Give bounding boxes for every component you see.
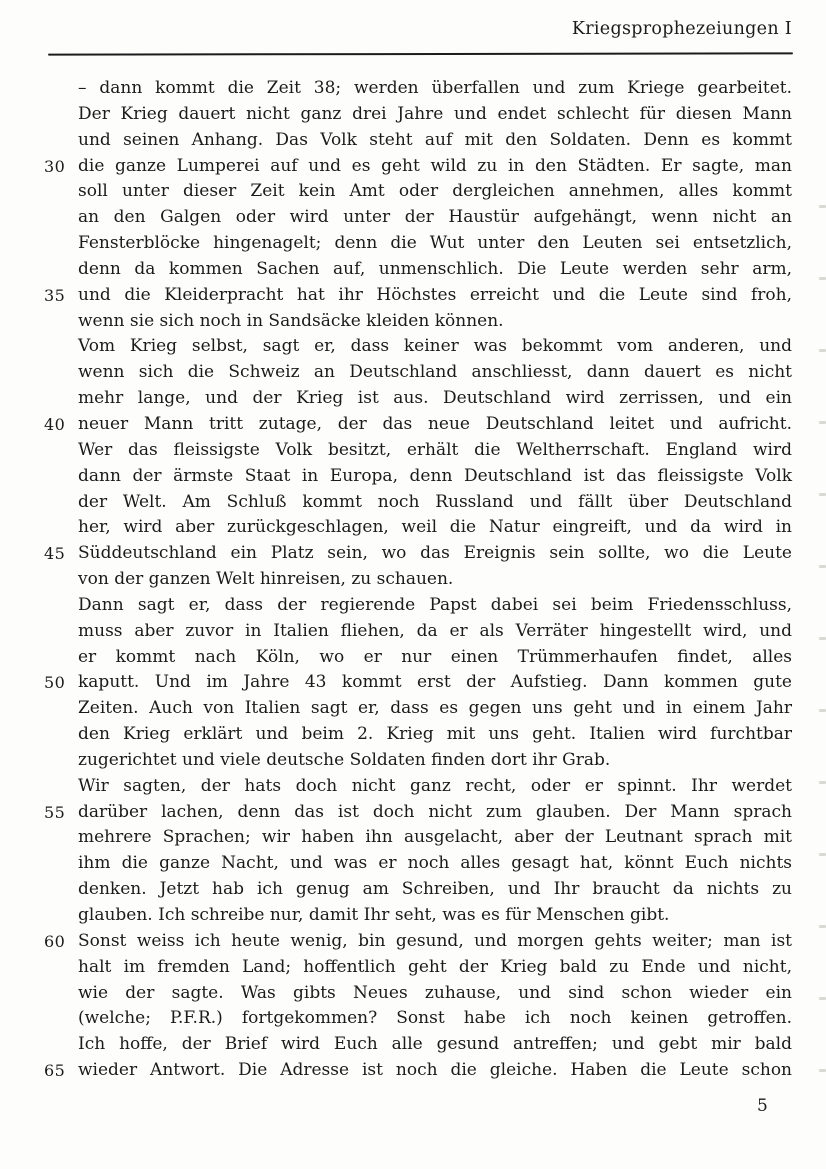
text-line-content: her, wird aber zurückgeschlagen, weil die Natur eingreift, und da wird in <box>78 517 792 538</box>
text-line-content: Wir sagten, der hats doch nicht ganz recht, oder er spinnt. Ihr werdet <box>78 775 792 796</box>
scan-edge-artifact <box>819 421 826 424</box>
text-line <box>78 1006 792 1032</box>
text-line <box>78 76 792 102</box>
margin-line-number: 35 <box>44 285 66 305</box>
text-line-content: muss aber zuvor in Italien fliehen, da er als Verräter hingestellt wird, und <box>78 620 792 641</box>
margin-line-number: 40 <box>44 414 66 434</box>
text-line <box>78 722 792 748</box>
text-line <box>78 903 792 929</box>
text-line <box>78 567 792 593</box>
text-line-content: an den Galgen oder wird unter der Haustür aufgehängt, wenn nicht an <box>78 207 792 228</box>
scan-edge-artifact <box>819 205 826 208</box>
body-text-block <box>44 76 792 1084</box>
text-line <box>78 360 792 386</box>
text-line <box>78 334 792 360</box>
text-line <box>78 257 792 283</box>
text-line-content: mehr lange, und der Krieg ist aus. Deutschland wird zerrissen, und ein <box>78 388 792 409</box>
text-line <box>44 1058 792 1084</box>
scan-edge-artifact <box>819 709 826 712</box>
scan-edge-artifact <box>819 565 826 568</box>
text-line-content: und seinen Anhang. Das Volk steht auf mit den Soldaten. Denn es kommt <box>78 129 792 150</box>
text-line-content: – dann kommt die Zeit 38; werden überfallen und zum Kriege gearbeitet. <box>78 78 792 98</box>
text-line-content: zugerichtet und viele deutsche Soldaten finden dort ihr Grab. <box>78 749 611 770</box>
text-line <box>78 205 792 231</box>
text-line <box>78 179 792 205</box>
text-line <box>78 593 792 619</box>
scan-edge-artifact <box>819 493 826 496</box>
header-rule <box>48 52 793 55</box>
text-line <box>78 696 792 722</box>
text-line-content: wieder Antwort. Die Adresse ist noch die gleiche. Haben die Leute schon <box>78 1060 792 1081</box>
text-line-content: und die Kleiderpracht hat ihr Höchstes erreicht und die Leute sind froh, <box>78 284 792 305</box>
page-number: 5 <box>757 1096 768 1116</box>
text-line <box>78 877 792 903</box>
margin-line-number: 55 <box>44 802 66 822</box>
text-line-content: er kommt nach Köln, wo er nur einen Trümmerhaufen findet, alles <box>78 646 792 667</box>
scan-edge-artifact <box>819 637 826 640</box>
text-line <box>78 1032 792 1058</box>
text-line-content: wenn sie sich noch in Sandsäcke kleiden können. <box>78 310 504 331</box>
text-line-content: denn da kommen Sachen auf, unmenschlich. Die Leute werden sehr arm, <box>78 258 792 279</box>
text-line-content: Vom Krieg selbst, sagt er, dass keiner was bekommt vom anderen, und <box>78 336 792 357</box>
text-line <box>78 438 792 464</box>
text-line <box>78 515 792 541</box>
margin-line-number: 45 <box>44 544 66 564</box>
margin-line-number: 30 <box>44 156 66 176</box>
text-line <box>78 748 792 774</box>
text-line <box>44 929 792 955</box>
text-line <box>44 800 792 826</box>
text-line-content: Wer das fleissigste Volk besitzt, erhält die Weltherrschaft. England wird <box>78 439 792 460</box>
text-line <box>78 619 792 645</box>
text-line <box>44 154 792 180</box>
text-line-content: den Krieg erklärt und beim 2. Krieg mit uns geht. Italien wird furchtbar <box>78 724 792 745</box>
scan-edge-artifact <box>819 925 826 928</box>
text-line-content: kaputt. Und im Jahre 43 kommt erst der Aufstieg. Dann kommen gute <box>78 672 792 693</box>
text-line-content: mehrere Sprachen; wir haben ihn ausgelacht, aber der Leutnant sprach mit <box>78 827 792 848</box>
text-line <box>78 231 792 257</box>
scan-edge-artifact <box>819 997 826 1000</box>
text-line-content: darüber lachen, denn das ist doch nicht zum glauben. Der Mann sprach <box>78 801 792 822</box>
text-line-content: soll unter dieser Zeit kein Amt oder dergleichen annehmen, alles kommt <box>78 181 792 202</box>
text-line-content: halt im fremden Land; hoffentlich geht der Krieg bald zu Ende und nicht, <box>78 956 792 977</box>
text-line-content: wenn sich die Schweiz an Deutschland anschliesst, dann dauert es nicht <box>78 362 792 383</box>
text-line <box>44 412 792 438</box>
text-line-content: neuer Mann tritt zutage, der das neue Deutschland leitet und aufricht. <box>78 413 792 434</box>
text-line <box>44 541 792 567</box>
running-header: Kriegsprophezeiungen I <box>571 19 792 39</box>
text-line-content: Zeiten. Auch von Italien sagt er, dass es gegen uns geht und in einem Jahr <box>78 698 792 719</box>
scan-edge-artifact <box>819 349 826 352</box>
text-line-content: glauben. Ich schreibe nur, damit Ihr seht, was es für Menschen gibt. <box>78 905 670 925</box>
text-line <box>78 955 792 981</box>
text-line <box>78 386 792 412</box>
text-line-content: der Welt. Am Schluß kommt noch Russland und fällt über Deutschland <box>78 491 792 512</box>
scan-edge-artifact <box>819 1069 826 1072</box>
text-line <box>78 464 792 490</box>
text-line <box>78 102 792 128</box>
text-line <box>44 670 792 696</box>
margin-line-number: 50 <box>44 673 66 693</box>
text-line-content: (welche; P.F.R.) fortgekommen? Sonst habe ich noch keinen getroffen. <box>78 1008 792 1029</box>
text-line <box>78 490 792 516</box>
text-line-content: Süddeutschland ein Platz sein, wo das Ereignis sein sollte, wo die Leute <box>78 543 792 564</box>
text-line-content: von der ganzen Welt hinreisen, zu schauen. <box>78 569 454 590</box>
text-line-content: Dann sagt er, dass der regierende Papst dabei sei beim Friedensschluss, <box>78 594 792 615</box>
text-line <box>44 283 792 309</box>
text-line <box>78 851 792 877</box>
text-line-content: denken. Jetzt hab ich genug am Schreiben, und Ihr braucht da nichts zu <box>78 879 792 900</box>
scan-edge-artifact <box>819 853 826 856</box>
text-line <box>78 645 792 671</box>
text-line-content: Der Krieg dauert nicht ganz drei Jahre und endet schlecht für diesen Mann <box>78 103 792 124</box>
scan-edge-artifact <box>819 781 826 784</box>
text-line <box>78 309 792 335</box>
text-line-content: Fensterblöcke hingenagelt; denn die Wut unter den Leuten sei entsetzlich, <box>78 233 792 254</box>
scan-edge-artifact <box>819 277 826 280</box>
text-line-content: die ganze Lumperei auf und es geht wild zu in den Städten. Er sagte, man <box>78 155 792 176</box>
text-line-content: ihm die ganze Nacht, und was er noch alles gesagt hat, könnt Euch nichts <box>78 853 792 874</box>
text-line <box>78 774 792 800</box>
text-line <box>78 825 792 851</box>
margin-line-number: 60 <box>44 931 66 951</box>
text-line-content: wie der sagte. Was gibts Neues zuhause, und sind schon wieder ein <box>78 982 792 1003</box>
margin-line-number: 65 <box>44 1061 66 1081</box>
text-line <box>78 128 792 154</box>
text-line-content: Sonst weiss ich heute wenig, bin gesund, und morgen gehts weiter; man ist <box>78 930 792 951</box>
text-line-content: Ich hoffe, der Brief wird Euch alle gesund antreffen; und gebt mir bald <box>78 1034 792 1055</box>
text-line-content: dann der ärmste Staat in Europa, denn Deutschland ist das fleissigste Volk <box>78 465 792 486</box>
text-line <box>78 981 792 1007</box>
